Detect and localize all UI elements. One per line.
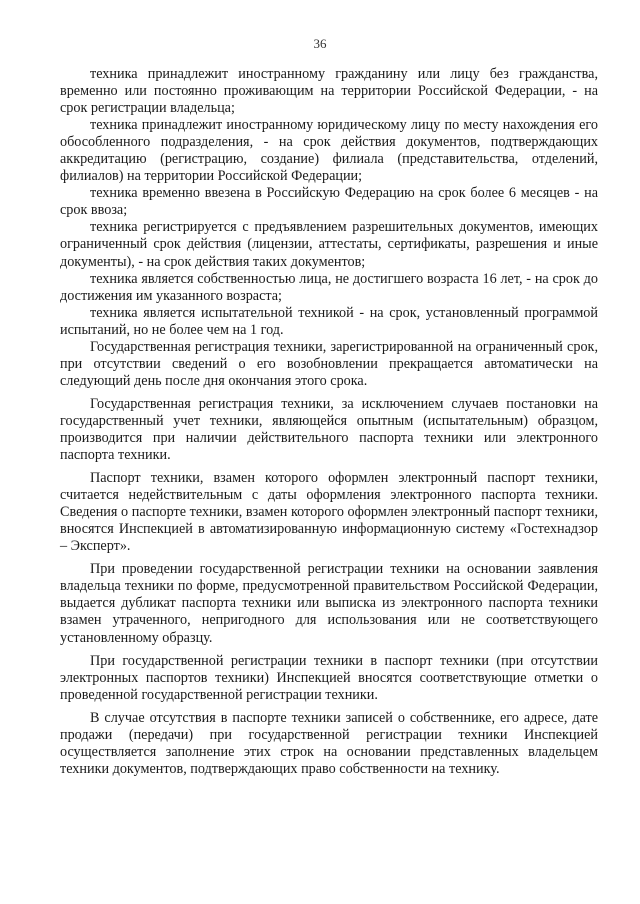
- paragraph: техника является испытательной техникой - на срок, установленный программой испытаний, но не более чем на 1 год.: [60, 304, 598, 338]
- paragraph: При государственной регистрации техники в паспорт техники (при отсутствии электронных паспортов техники) Инспекцией вносятся соответствующие отметки о проведенной государственной регистрации техники.: [60, 652, 598, 703]
- paragraph: техника регистрируется с предъявлением разрешительных документов, имеющих ограниченный срок действия (лицензии, аттестаты, сертификаты, разрешения и иные документы), - на срок действия таких документов;: [60, 219, 598, 270]
- paragraph: техника является собственностью лица, не достигшего возраста 16 лет, - на срок до достижения им указанного возраста;: [60, 270, 598, 304]
- paragraph: Государственная регистрация техники, за исключением случаев постановки на государственный учет техники, являющейся опытным (испытательным) образцом, производится при наличии действительного паспорта техники или электронного паспорта техники.: [60, 395, 598, 464]
- page-number: 36: [313, 36, 327, 51]
- paragraph: В случае отсутствия в паспорте техники записей о собственнике, его адресе, дате продажи (передачи) при государственной регистрации техники Инспекцией осуществляется заполнение этих строк на основании представленных владельцем техники документов, подтверждающих право собственности на технику.: [60, 709, 598, 777]
- paragraph: При проведении государственной регистрации техники на основании заявления владельца техники по форме, предусмотренной правительством Российской Федерации, выдается дубликат паспорта техники или выписка из электронного паспорта техники взамен утраченного, непригодного для использования или не соответствующего установленному образцу.: [60, 561, 598, 646]
- document-body: [60, 66, 598, 778]
- paragraph: техника принадлежит иностранному гражданину или лицу без гражданства, временно или постоянно проживающим на территории Российской Федерации, - на срок регистрации владельца;: [60, 66, 598, 117]
- paragraph: техника принадлежит иностранному юридическому лицу по месту нахождения его обособленного подразделения, - на срок действия документов, подтверждающих аккредитацию (регистрацию, создание) филиала (представительства, отделений, филиалов) на территории Российской Федерации;: [60, 117, 598, 185]
- paragraph: Паспорт техники, взамен которого оформлен электронный паспорт техники, считается недействительным с даты оформления электронного паспорта техники. Сведения о паспорте техники, взамен которого оформлен электронный паспорт техники, вносятся Инспекцией в автоматизированную информационную систему «Гостехнадзор – Эксперт».: [60, 470, 598, 555]
- paragraph: техника временно ввезена в Российскую Федерацию на срок более 6 месяцев - на срок ввоза;: [60, 185, 598, 219]
- paragraph: Государственная регистрация техники, зарегистрированной на ограниченный срок, при отсутствии сведений о его возобновлении прекращается автоматически на следующий день после дня окончания этого срока.: [60, 338, 598, 389]
